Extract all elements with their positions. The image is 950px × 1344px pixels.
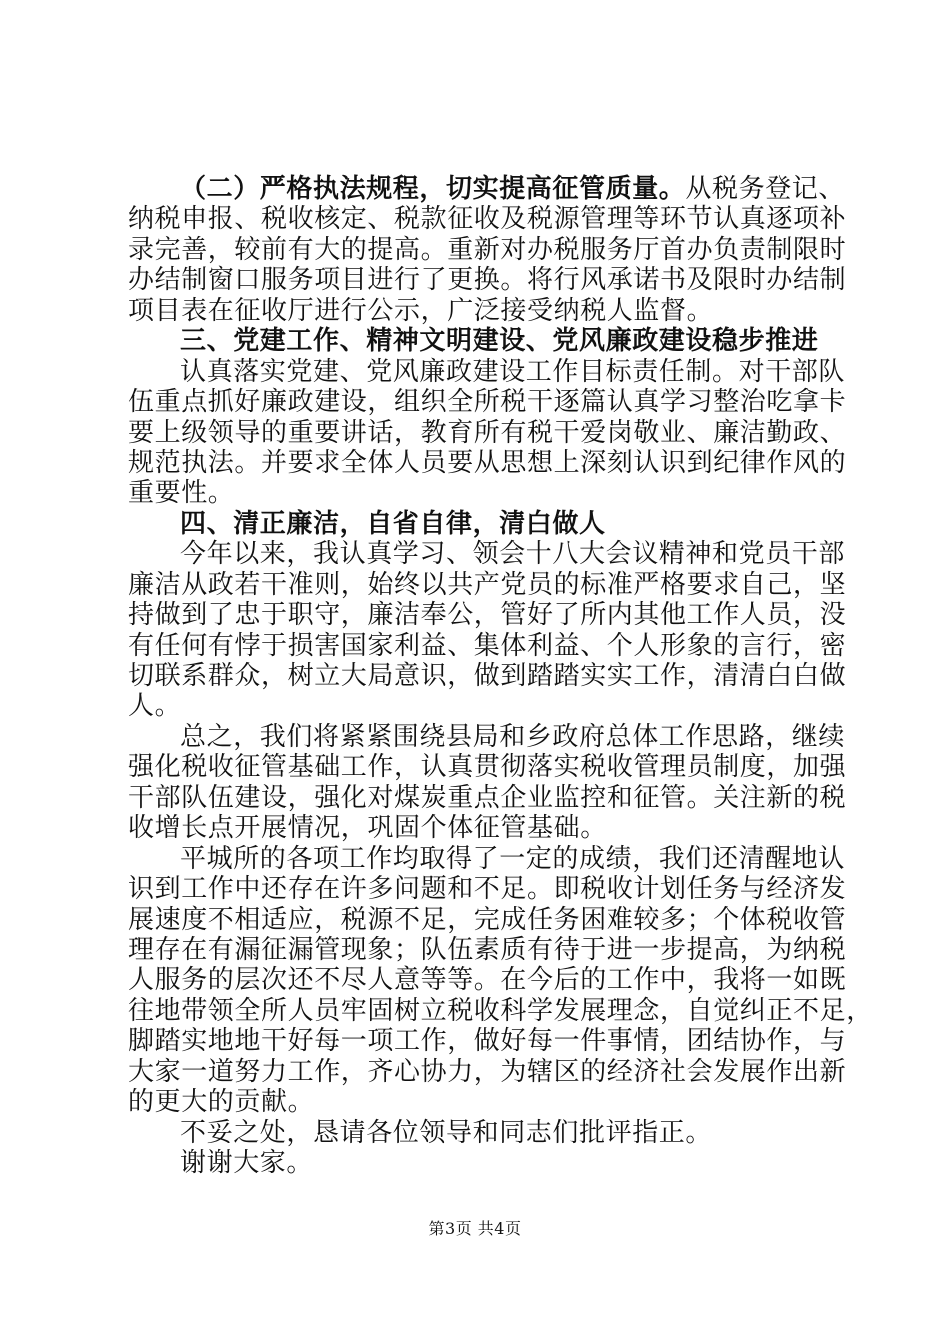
section-4-text-line: 廉洁从政若干准则，始终以共产党员的标准严格要求自己，坚 xyxy=(128,570,847,600)
summary-text-line: 强化税收征管基础工作，认真贯彻落实税收管理员制度，加强 xyxy=(128,752,847,782)
section-3-text-line: 要上级领导的重要讲话，教育所有税干爱岗敬业、廉洁勤政、 xyxy=(128,418,847,448)
section-3-text-line: 规范执法。并要求全体人员要从思想上深刻认识到纪律作风的 xyxy=(128,448,847,478)
paragraph-2-first-line xyxy=(180,172,880,206)
closing-text-line: 大家一道努力工作，齐心协力，为辖区的经济社会发展作出新 xyxy=(128,1057,847,1087)
summary-text-line: 总之，我们将紧紧围绕县局和乡政府总体工作思路，继续 xyxy=(180,722,846,752)
paragraph-2-text-line: 录完善，较前有大的提高。重新对办税服务厅首办负责制限时 xyxy=(128,235,847,265)
section-3-text-line: 认真落实党建、党风廉政建设工作目标责任制。对干部队 xyxy=(180,357,846,387)
paragraph-2-text-line: 办结制窗口服务项目进行了更换。将行风承诺书及限时办结制 xyxy=(128,265,847,295)
section-4-text-line: 切联系群众，树立大局意识，做到踏踏实实工作，清清白白做 xyxy=(128,661,847,691)
closing-text-line: 往地带领全所人员牢固树立税收科学发展理念，自觉纠正不足， xyxy=(128,996,873,1026)
paragraph-2-text-line: 纳税申报、税收核定、税款征收及税源管理等环节认真逐项补 xyxy=(128,204,847,234)
section-4-text-line: 今年以来，我认真学习、领会十八大会议精神和党员干部 xyxy=(180,539,846,569)
section-4-heading: 四、清正廉洁，自省自律，清白做人 xyxy=(180,509,606,539)
section-4-text-line: 持做到了忠于职守，廉洁奉公，管好了所内其他工作人员，没 xyxy=(128,600,847,630)
section-3-text-line: 伍重点抓好廉政建设，组织全所税干逐篇认真学习整治吃拿卡 xyxy=(128,387,847,417)
closing-text-line: 脚踏实地地干好每一项工作，做好每一件事情，团结协作，与 xyxy=(128,1026,847,1056)
section-3-heading: 三、党建工作、精神文明建设、党风廉政建设稳步推进 xyxy=(180,326,819,356)
paragraph-2-heading: （二）严格执法规程，切实提高征管质量。 xyxy=(180,174,686,204)
closing-text-line: 人服务的层次还不尽人意等等。在今后的工作中，我将一如既 xyxy=(128,965,847,995)
closing-text-line: 识到工作中还存在许多问题和不足。即税收计划任务与经济发 xyxy=(128,874,847,904)
page-footer: 第3页 共4页 xyxy=(428,1219,522,1238)
paragraph-2-text-line: 项目表在征收厅进行公示，广泛接受纳税人监督。 xyxy=(128,296,714,326)
paragraph-2-text-line: 从税务登记、 xyxy=(685,174,846,204)
apology-text: 不妥之处，恳请各位领导和同志们批评指正。 xyxy=(180,1118,713,1148)
section-4-text-line: 人。 xyxy=(128,691,182,721)
summary-text-line: 收增长点开展情况，巩固个体征管基础。 xyxy=(128,813,607,843)
summary-text-line: 干部队伍建设，强化对煤炭重点企业监控和征管。关注新的税 xyxy=(128,783,847,813)
closing-text-line: 展速度不相适应，税源不足，完成任务困难较多；个体税收管 xyxy=(128,905,847,935)
closing-text-line: 理存在有漏征漏管现象；队伍素质有待于进一步提高，为纳税 xyxy=(128,935,847,965)
section-4-text-line: 有任何有悖于损害国家利益、集体利益、个人形象的言行，密 xyxy=(128,631,847,661)
thanks-text: 谢谢大家。 xyxy=(180,1148,314,1178)
closing-text-line: 平城所的各项工作均取得了一定的成绩，我们还清醒地认 xyxy=(180,844,846,874)
section-3-text-line: 重要性。 xyxy=(128,478,235,508)
closing-text-line: 的更大的贡献。 xyxy=(128,1087,315,1117)
